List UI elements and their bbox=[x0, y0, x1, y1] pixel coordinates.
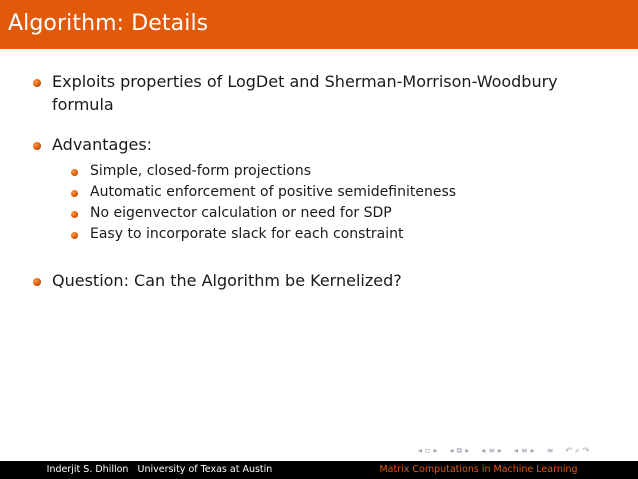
bullet-icon bbox=[33, 278, 41, 286]
title-bar bbox=[0, 0, 638, 49]
subitem-psd: Automatic enforcement of positive semidefiniteness bbox=[90, 184, 457, 200]
item-exploits-line2: formula bbox=[52, 95, 114, 114]
footer-author-block bbox=[0, 461, 319, 479]
next-frame-icon[interactable]: ▸ bbox=[433, 446, 438, 455]
align-icon[interactable]: ≡ bbox=[546, 446, 554, 455]
sub-bullet-icon bbox=[71, 211, 78, 218]
subitem-slack: Easy to incorporate slack for each constraint bbox=[90, 226, 404, 242]
prev-subsection-icon[interactable]: ◂ bbox=[481, 446, 486, 455]
forward-icon[interactable]: ↷ bbox=[582, 446, 590, 455]
bullet-icon bbox=[33, 142, 41, 150]
item-exploits-line1: Exploits properties of LogDet and Sherman-Morrison-Woodbury bbox=[52, 72, 558, 91]
subitem-closed-form: Simple, closed-form projections bbox=[90, 163, 312, 179]
search-icon[interactable]: ⌕ bbox=[575, 446, 580, 455]
sub-bullet-icon bbox=[71, 232, 78, 239]
next-section-icon[interactable]: ▸ bbox=[465, 446, 470, 455]
frame-stack-icon[interactable]: ⧉ bbox=[456, 446, 463, 455]
prev-doc-icon[interactable]: ◂ bbox=[513, 446, 518, 455]
subitem-eigenvector: No eigenvector calculation or need for SDP bbox=[90, 205, 392, 221]
next-subsection-icon[interactable]: ▸ bbox=[497, 446, 502, 455]
item-advantages: Advantages: bbox=[52, 135, 153, 154]
footer bbox=[0, 461, 638, 479]
bullet-icon bbox=[33, 79, 41, 87]
section-icon[interactable]: ≡ bbox=[488, 446, 495, 455]
first-frame-icon[interactable]: ◂ bbox=[418, 446, 423, 455]
next-doc-icon[interactable]: ▸ bbox=[530, 446, 535, 455]
footer-author: Inderjit S. Dhillon bbox=[46, 464, 129, 475]
back-icon[interactable]: ↶ bbox=[565, 446, 573, 455]
slide-title: Algorithm: Details bbox=[8, 11, 209, 36]
prev-section-icon[interactable]: ◂ bbox=[449, 446, 454, 455]
frame-box-icon[interactable]: ▫ bbox=[425, 446, 431, 455]
sub-bullet-icon bbox=[71, 190, 78, 197]
sub-bullet-icon bbox=[71, 169, 78, 176]
footer-talk-title: Matrix Computations in Machine Learning bbox=[379, 464, 578, 475]
navigation-bar bbox=[418, 445, 589, 457]
item-question: Question: Can the Algorithm be Kernelized? bbox=[52, 271, 402, 290]
subsection-icon[interactable]: ≡ bbox=[520, 446, 528, 455]
footer-institution: University of Texas at Austin bbox=[137, 464, 273, 475]
footer-title-block bbox=[319, 461, 638, 479]
